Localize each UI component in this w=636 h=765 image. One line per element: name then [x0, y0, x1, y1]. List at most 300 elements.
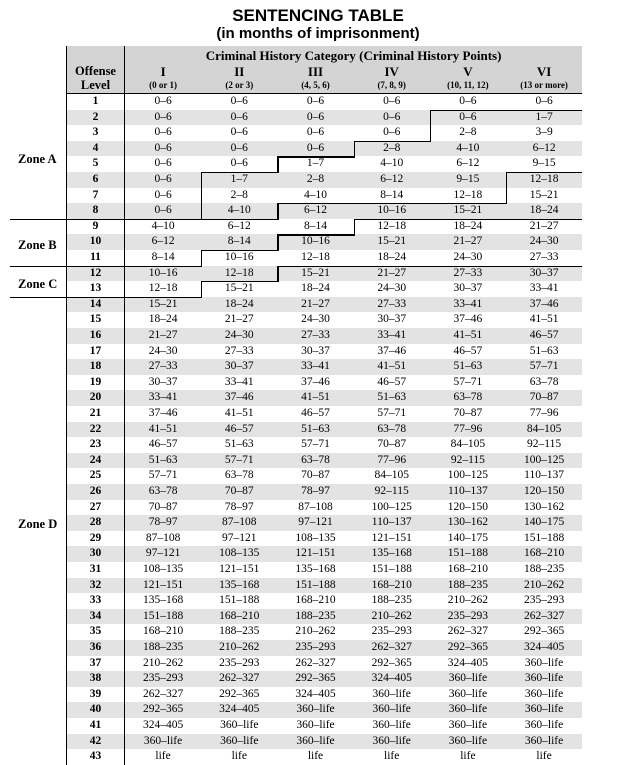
table-cell: 18–24 — [453, 219, 483, 232]
table-cell: 30–37 — [301, 344, 330, 357]
table-cell: 24–30 — [377, 282, 407, 295]
table-cell: 6–12 — [456, 157, 480, 170]
table-cell: 46–57 — [529, 329, 559, 341]
table-cell: 46–57 — [224, 422, 254, 435]
table-cell: 15–21 — [301, 266, 330, 279]
table-cell: 262–327 — [219, 672, 260, 685]
table-cell: 151–188 — [142, 609, 184, 622]
table-cell: 262–327 — [447, 625, 489, 638]
table-cell: 30–37 — [224, 360, 254, 373]
table-cell: 168–210 — [219, 609, 260, 622]
offense-level: 37 — [89, 656, 102, 669]
table-cell: 12–18 — [377, 219, 407, 232]
zone-b-boundary — [506, 219, 582, 220]
table-cell: 210–262 — [447, 594, 489, 607]
zone-b-c-separator — [10, 266, 125, 267]
offense-level: 43 — [89, 750, 102, 763]
offense-level: 8 — [92, 204, 99, 217]
category-numeral: II — [234, 64, 245, 79]
table-cell: 97–121 — [298, 516, 333, 529]
offense-level: 14 — [89, 297, 102, 310]
table-cell: 63–78 — [453, 391, 483, 404]
table-cell: 0–6 — [154, 110, 172, 123]
zone-a-boundary — [201, 172, 202, 220]
table-cell: 4–10 — [303, 188, 327, 201]
table-cell: 108–135 — [219, 547, 260, 560]
category-points: (10, 11, 12) — [447, 80, 489, 90]
table-cell: 46–57 — [301, 407, 330, 419]
category-points: (7, 8, 9) — [377, 80, 406, 90]
table-cell: 70–87 — [453, 407, 483, 419]
offense-level: 6 — [92, 173, 99, 185]
table-cell: 92–115 — [450, 453, 485, 466]
table-cell: 360–life — [448, 703, 488, 716]
offense-level: 25 — [89, 469, 102, 482]
table-cell: 360–life — [296, 703, 335, 716]
table-cell: 27–33 — [377, 297, 407, 310]
offense-level: 11 — [90, 251, 101, 263]
offense-level: 35 — [89, 625, 102, 638]
table-cell: 10–16 — [377, 204, 407, 217]
table-cell: 12–18 — [224, 266, 254, 279]
table-cell: 21–27 — [301, 297, 330, 310]
table-cell: 84–105 — [526, 422, 562, 435]
table-cell: 151–188 — [295, 578, 336, 591]
table-cell: 70–87 — [148, 500, 178, 513]
table-cell: 57–71 — [377, 407, 407, 419]
table-cell: 100–125 — [371, 500, 412, 513]
table-cell: 262–327 — [523, 609, 565, 622]
table-cell: 33–41 — [529, 282, 559, 295]
table-cell: 15–21 — [529, 188, 559, 201]
category-numeral: IV — [384, 64, 399, 79]
table-cell: 210–262 — [219, 641, 260, 653]
offense-level: 19 — [89, 375, 102, 388]
table-cell: 30–37 — [529, 266, 559, 279]
category-numeral: I — [160, 64, 166, 79]
table-cell: 2–8 — [459, 126, 477, 139]
table-cell: 15–21 — [148, 297, 178, 310]
table-cell: 0–6 — [230, 95, 248, 107]
table-cell: 360–life — [143, 734, 183, 747]
zone-b-boundary — [201, 250, 277, 251]
table-cell: 10–16 — [224, 251, 254, 263]
table-cell: 33–41 — [453, 297, 483, 310]
table-cell: life — [307, 750, 324, 763]
table-cell: 188–235 — [219, 625, 260, 638]
table-cell: 46–57 — [453, 344, 483, 357]
table-cell: 37–46 — [148, 407, 178, 419]
table-cell: 292–365 — [523, 625, 565, 638]
table-cell: 6–12 — [532, 141, 556, 154]
table-cell: 15–21 — [224, 282, 254, 295]
zone-c-boundary — [277, 266, 353, 267]
table-cell: 63–78 — [301, 453, 330, 466]
zone-b-boundary — [354, 219, 355, 236]
table-cell: 0–6 — [154, 95, 172, 107]
table-cell: 18–24 — [224, 297, 254, 310]
table-cell: 168–210 — [523, 547, 565, 560]
offense-level: 18 — [89, 360, 102, 373]
header-rule — [66, 93, 582, 94]
zone-c-d-separator — [10, 297, 125, 298]
offense-level: 28 — [89, 516, 102, 529]
offense-level: 36 — [89, 641, 102, 653]
zone-c-boundary — [430, 266, 506, 267]
table-cell: 4–10 — [227, 204, 251, 217]
table-cell: 70–87 — [377, 438, 407, 451]
zone-b-boundary — [277, 234, 278, 251]
zone-a-boundary — [201, 219, 277, 220]
table-cell: 235–293 — [295, 641, 336, 653]
offense-level: 34 — [89, 609, 102, 622]
offense-level: 32 — [89, 578, 102, 591]
table-cell: 51–63 — [377, 391, 407, 404]
zone-a-boundary — [506, 110, 582, 111]
table-cell: life — [155, 750, 171, 763]
offense-level: 13 — [89, 282, 102, 295]
category-numeral: V — [463, 64, 473, 79]
table-cell: 70–87 — [301, 469, 330, 482]
table-cell: 360–life — [372, 719, 411, 731]
offense-level: 42 — [89, 734, 102, 747]
table-cell: 0–6 — [306, 95, 325, 107]
zone-label: Zone D — [18, 517, 58, 531]
table-cell: 0–6 — [230, 110, 248, 123]
table-cell: 210–262 — [142, 656, 184, 669]
zone-c-boundary — [201, 281, 277, 282]
table-cell: 51–63 — [148, 453, 178, 466]
offense-level: 27 — [89, 500, 102, 513]
offense-level: 29 — [89, 531, 102, 544]
table-cell: 0–6 — [383, 126, 401, 139]
table-cell: 210–262 — [295, 625, 336, 638]
table-cell: 1–7 — [230, 173, 248, 185]
table-cell: 57–71 — [529, 360, 559, 373]
table-cell: 135–168 — [295, 563, 336, 575]
table-cell: 77–96 — [529, 407, 559, 419]
category-points: (13 or more) — [520, 80, 568, 90]
table-cell: 151–188 — [219, 594, 260, 607]
offense-level: 17 — [89, 344, 102, 357]
table-cell: 360–life — [220, 734, 259, 747]
offense-header-line1: Offense — [75, 64, 116, 78]
zone-b-boundary — [277, 234, 353, 235]
offense-level: 23 — [89, 438, 102, 451]
zone-a-boundary — [277, 156, 278, 173]
offense-level: 39 — [89, 687, 102, 700]
offense-level: 10 — [89, 235, 102, 248]
table-cell: 21–27 — [148, 329, 178, 341]
offense-level: 7 — [92, 188, 99, 201]
table-cell: 63–78 — [148, 485, 178, 497]
table-cell: 12–18 — [301, 251, 330, 263]
table-cell: 27–33 — [224, 344, 254, 357]
offense-level: 1 — [92, 95, 99, 107]
zone-b-boundary — [354, 219, 430, 220]
table-cell: 57–71 — [224, 453, 254, 466]
table-cell: 27–33 — [301, 329, 330, 341]
table-cell: 360–life — [524, 656, 564, 669]
table-cell: 0–6 — [154, 157, 172, 170]
offense-level: 33 — [89, 594, 102, 607]
table-cell: 168–210 — [295, 594, 336, 607]
table-cell: 210–262 — [371, 609, 412, 622]
table-cell: 51–63 — [301, 422, 330, 435]
zone-a-boundary — [201, 172, 277, 173]
table-cell: 121–151 — [142, 578, 184, 591]
table-cell: 37–46 — [529, 297, 559, 310]
table-cell: life — [231, 750, 247, 763]
offense-level: 15 — [89, 313, 102, 326]
table-cell: 168–210 — [371, 578, 412, 591]
table-cell: 0–6 — [154, 188, 172, 201]
table-cell: 262–327 — [142, 687, 184, 700]
table-cell: 262–327 — [371, 641, 412, 653]
category-points: (4, 5, 6) — [301, 80, 330, 90]
table-cell: 87–108 — [222, 516, 257, 529]
table-cell: 21–27 — [453, 235, 483, 248]
zone-a-boundary — [506, 172, 582, 173]
offense-level: 41 — [89, 719, 102, 731]
table-cell: 30–37 — [377, 313, 407, 326]
offense-level: 16 — [89, 329, 102, 341]
table-cell: 8–14 — [151, 251, 175, 263]
table-cell: 0–6 — [230, 141, 248, 154]
table-cell: 360–life — [524, 703, 564, 716]
table-cell: 120–150 — [523, 485, 565, 497]
table-cell: 37–46 — [224, 391, 254, 404]
table-cell: 18–24 — [377, 251, 407, 263]
table-left-border — [66, 46, 67, 765]
level-column-divider — [124, 46, 125, 765]
table-cell: 108–135 — [295, 531, 336, 544]
table-cell: 92–115 — [527, 438, 562, 451]
table-cell: 41–51 — [301, 391, 330, 404]
offense-level: 4 — [92, 141, 99, 154]
table-cell: 63–78 — [529, 375, 559, 388]
table-cell: 235–293 — [219, 656, 260, 669]
zone-b-boundary — [125, 266, 201, 267]
offense-level: 2 — [92, 110, 99, 123]
table-cell: 0–6 — [306, 141, 325, 154]
zone-label: Zone B — [18, 238, 57, 252]
category-points: (0 or 1) — [149, 80, 177, 90]
table-cell: 77–96 — [377, 453, 407, 466]
offense-level: 9 — [92, 219, 99, 232]
zone-a-boundary — [354, 141, 430, 142]
table-cell: 37–46 — [301, 375, 330, 388]
table-cell: 87–108 — [298, 500, 333, 513]
table-cell: 6–12 — [303, 204, 327, 217]
table-cell: 27–33 — [453, 266, 483, 279]
zone-label: Zone A — [18, 152, 57, 166]
table-cell: 324–405 — [371, 672, 412, 685]
table-cell: 262–327 — [295, 656, 336, 669]
table-cell: 8–14 — [227, 235, 251, 248]
table-cell: 0–6 — [535, 95, 553, 107]
table-cell: 6–12 — [227, 219, 251, 232]
table-cell: 21–27 — [224, 313, 254, 326]
table-cell: 24–30 — [529, 235, 559, 248]
table-cell: 4–10 — [151, 219, 175, 232]
zone-b-boundary — [430, 219, 506, 220]
table-cell: 0–6 — [459, 95, 477, 107]
table-cell: 360–life — [448, 672, 488, 685]
offense-level: 22 — [89, 422, 102, 435]
zone-a-boundary — [277, 156, 353, 157]
table-cell: 18–24 — [301, 282, 330, 295]
table-cell: 140–175 — [523, 516, 565, 529]
table-cell: 188–235 — [447, 578, 489, 591]
table-cell: 70–87 — [224, 485, 254, 497]
table-cell: 135–168 — [142, 594, 184, 607]
table-cell: 41–51 — [224, 407, 254, 419]
zone-c-boundary — [201, 281, 202, 298]
category-points: (2 or 3) — [225, 80, 254, 90]
table-cell: 8–14 — [380, 188, 404, 201]
table-cell: 84–105 — [450, 438, 486, 451]
table-cell: 15–21 — [377, 235, 407, 248]
table-cell: 151–188 — [371, 563, 412, 575]
table-cell: 292–365 — [371, 656, 412, 669]
table-cell: 235–293 — [371, 625, 412, 638]
table-cell: 324–405 — [142, 719, 184, 731]
table-cell: 24–30 — [453, 251, 483, 263]
table-cell: 292–365 — [447, 641, 489, 653]
zone-a-boundary — [125, 219, 201, 220]
table-cell: 360–life — [220, 719, 259, 731]
table-cell: 33–41 — [301, 360, 330, 373]
table-cell: 12–18 — [529, 173, 559, 185]
table-cell: 24–30 — [224, 329, 254, 341]
table-cell: 27–33 — [529, 251, 559, 263]
table-cell: 78–97 — [224, 500, 254, 513]
table-cell: 18–24 — [148, 313, 178, 326]
table-cell: life — [536, 750, 552, 763]
table-cell: 18–24 — [529, 204, 559, 217]
table-cell: life — [384, 750, 400, 763]
offense-level: 24 — [89, 453, 102, 466]
table-cell: 324–405 — [447, 656, 489, 669]
table-cell: 0–6 — [383, 95, 401, 107]
table-cell: 360–life — [372, 703, 411, 716]
table-cell: 151–188 — [447, 547, 489, 560]
zone-b-boundary — [201, 250, 202, 267]
table-cell: 0–6 — [383, 110, 401, 123]
table-cell: 151–188 — [523, 531, 565, 544]
table-cell: 108–135 — [142, 563, 184, 575]
table-cell: 24–30 — [301, 313, 330, 326]
table-cell: 63–78 — [377, 422, 407, 435]
zone-c-boundary — [354, 266, 430, 267]
zone-a-boundary — [506, 172, 507, 204]
offense-level: 12 — [89, 266, 102, 279]
table-cell: 120–150 — [447, 500, 489, 513]
table-cell: 130–162 — [523, 500, 565, 513]
table-cell: 2–8 — [383, 141, 401, 154]
table-cell: 0–6 — [154, 126, 172, 139]
table-cell: 360–life — [372, 687, 411, 700]
table-cell: 37–46 — [453, 313, 483, 326]
table-cell: 292–365 — [295, 672, 336, 685]
table-cell: 188–235 — [295, 609, 336, 622]
table-cell: 21–27 — [377, 266, 407, 279]
table-cell: 9–15 — [532, 157, 556, 170]
table-cell: 15–21 — [453, 204, 483, 217]
offense-level: 38 — [89, 672, 102, 685]
table-cell: 8–14 — [303, 219, 327, 232]
table-cell: 0–6 — [154, 141, 172, 154]
table-cell: 324–405 — [219, 703, 260, 716]
table-cell: 130–162 — [447, 516, 489, 529]
table-cell: 33–41 — [377, 329, 407, 341]
table-cell: 84–105 — [374, 469, 409, 482]
offense-level: 20 — [89, 391, 102, 404]
zone-a-boundary — [430, 110, 506, 111]
table-cell: 97–121 — [222, 531, 257, 544]
table-cell: 135–168 — [371, 547, 412, 560]
table-cell: 292–365 — [142, 703, 184, 716]
table-cell: 292–365 — [219, 687, 260, 700]
table-cell: 360–life — [372, 734, 411, 747]
table-cell: 360–life — [448, 719, 488, 731]
table-cell: 100–125 — [523, 453, 565, 466]
table-cell: 110–137 — [447, 485, 488, 497]
table-cell: 24–30 — [148, 344, 178, 357]
offense-level: 30 — [89, 547, 102, 560]
table-cell: 110–137 — [524, 469, 564, 482]
zone-c-boundary — [277, 266, 278, 283]
table-cell: 46–57 — [377, 375, 407, 388]
table-cell: 30–37 — [148, 375, 178, 388]
table-cell: 41–51 — [529, 313, 559, 326]
table-cell: 168–210 — [142, 625, 184, 638]
table-cell: 63–78 — [224, 469, 254, 482]
table-cell: 30–37 — [453, 282, 483, 295]
table-cell: 121–151 — [295, 547, 336, 560]
table-cell: 78–97 — [148, 516, 178, 529]
offense-level: 40 — [89, 703, 102, 716]
table-cell: 324–405 — [295, 687, 336, 700]
table-cell: 235–293 — [142, 672, 184, 685]
table-cell: 12–18 — [453, 188, 483, 201]
table-cell: 140–175 — [447, 531, 489, 544]
category-numeral: VI — [536, 64, 552, 79]
offense-level: 31 — [89, 563, 102, 575]
zone-c-boundary — [506, 266, 582, 267]
zone-c-boundary — [125, 297, 201, 298]
offense-level: 21 — [89, 407, 102, 419]
zone-a-boundary — [354, 203, 430, 204]
table-cell: 0–6 — [306, 126, 325, 139]
table-cell: 360–life — [524, 672, 564, 685]
table-cell: 235–293 — [447, 609, 489, 622]
zone-a-boundary — [354, 141, 355, 158]
table-cell: 360–life — [448, 687, 488, 700]
table-cell: 6–12 — [380, 173, 404, 185]
table-cell: 6–12 — [151, 235, 175, 248]
table-cell: 57–71 — [453, 375, 483, 388]
page-subtitle: (in months of imprisonment) — [216, 25, 420, 42]
table-cell: 100–125 — [447, 469, 489, 482]
table-cell: 3–9 — [535, 126, 553, 139]
table-cell: 360–life — [524, 719, 564, 731]
table-cell: 121–151 — [371, 531, 412, 544]
table-cell: 33–41 — [224, 375, 254, 388]
table-cell: 9–15 — [456, 173, 480, 185]
table-cell: 10–16 — [148, 266, 178, 279]
